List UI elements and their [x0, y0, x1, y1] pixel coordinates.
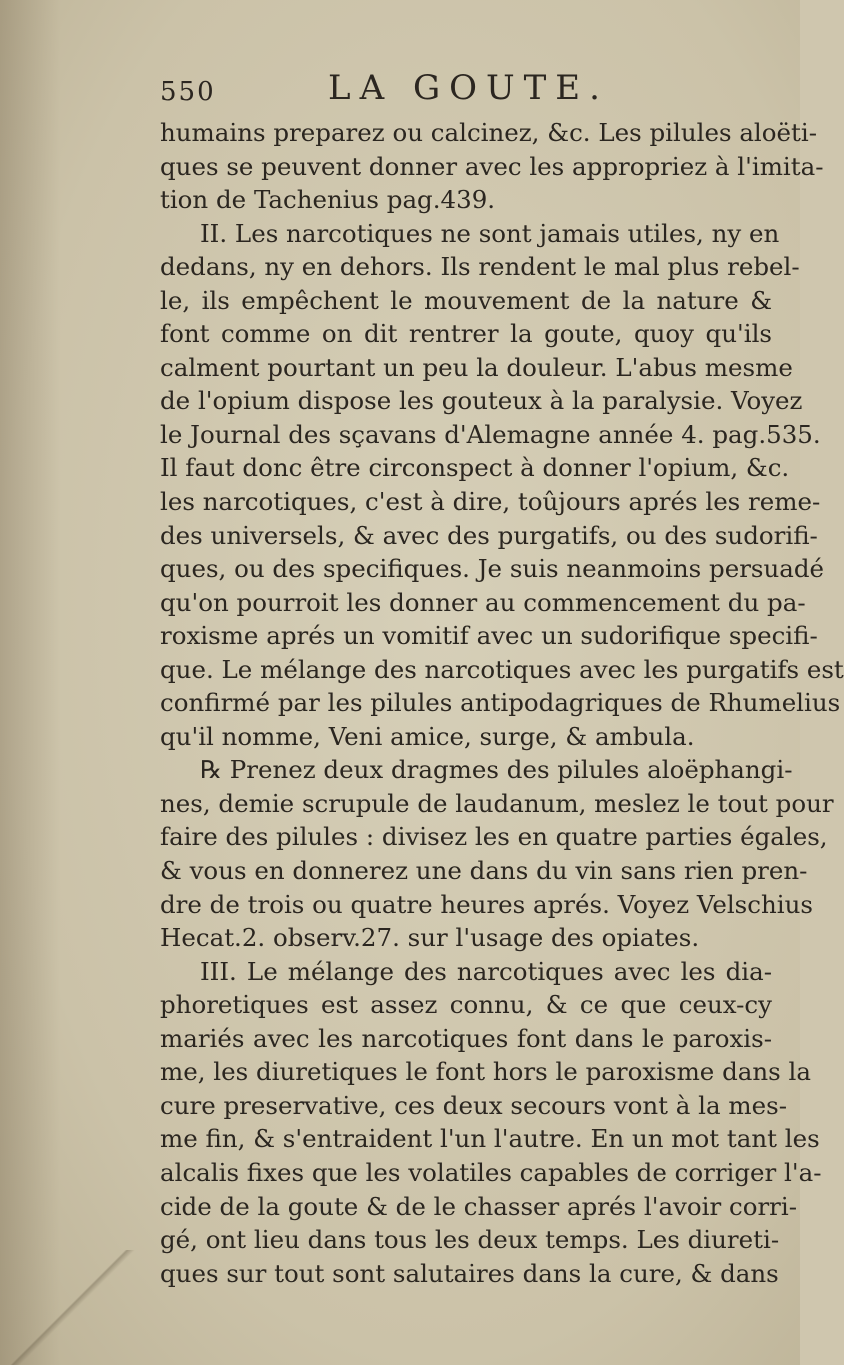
- page-corner-fold: [0, 1250, 140, 1365]
- running-title: LA GOUTE.: [328, 68, 609, 108]
- text-line: ques, ou des specifiques. Je suis neanmoins persuadé: [160, 554, 825, 584]
- text-line: me, les diuretiques le font hors le paroxisme dans la: [160, 1057, 811, 1087]
- page-header: [160, 68, 772, 116]
- text-line: tion de Tachenius pag.439.: [160, 185, 496, 215]
- text-line: nes, demie scrupule de laudanum, meslez le tout pour: [160, 788, 834, 818]
- text-line: III. Le mélange des narcotiques avec les dia-: [200, 956, 772, 986]
- text-line: phoretiques est assez connu, & ce que ceux-cy: [160, 990, 772, 1020]
- text-line: gé, ont lieu dans tous les deux temps. Les diureti-: [160, 1225, 780, 1255]
- text-line: me fin, & s'entraident l'un l'autre. En un mot tant les: [160, 1124, 820, 1154]
- text-line: les narcotiques, c'est à dire, toûjours aprés les reme-: [160, 487, 821, 517]
- text-line: qu'on pourroit les donner au commencement du pa-: [160, 587, 806, 617]
- text-line: Hecat.2. observ.27. sur l'usage des opiates.: [160, 923, 700, 953]
- body-text: [160, 116, 844, 1290]
- text-line: le, ils empêchent le mouvement de la nature &: [160, 285, 772, 315]
- text-line: cide de la goute & de le chasser aprés l'avoir corri-: [160, 1191, 797, 1221]
- text-line: ques se peuvent donner avec les appropriez à l'imita-: [160, 151, 824, 181]
- text-line: dre de trois ou quatre heures aprés. Voyez Velschius: [160, 889, 813, 919]
- text-line: II. Les narcotiques ne sont jamais utiles, ny en: [200, 218, 780, 248]
- text-line: font comme on dit rentrer la goute, quoy qu'ils: [160, 319, 772, 349]
- text-line: ques sur tout sont salutaires dans la cure, & dans: [160, 1258, 779, 1288]
- text-line: mariés avec les narcotiques font dans le paroxis-: [160, 1023, 772, 1053]
- text-line: humains preparez ou calcinez, &c. Les pilules aloëti-: [160, 118, 817, 147]
- text-line: cure preservative, ces deux secours vont à la mes-: [160, 1090, 787, 1120]
- text-line: alcalis fixes que les volatiles capables de corriger l'a-: [160, 1157, 822, 1187]
- page-gutter-shadow: [0, 0, 60, 1365]
- text-line: de l'opium dispose les gouteux à la paralysie. Voyez: [160, 386, 803, 416]
- text-line: roxisme aprés un vomitif avec un sudorifique specifi-: [160, 621, 818, 651]
- page-text-block: [160, 68, 844, 1290]
- text-line: qu'il nomme, Veni amice, surge, & ambula.: [160, 721, 695, 751]
- text-line: ℞ Prenez deux dragmes des pilules aloëphangi-: [200, 755, 793, 785]
- text-line: faire des pilules : divisez les en quatre parties égales,: [160, 822, 828, 852]
- text-line: que. Le mélange des narcotiques avec les purgatifs est: [160, 654, 844, 684]
- text-line: confirmé par les pilules antipodagriques de Rhumelius: [160, 688, 841, 718]
- text-line: le Journal des sçavans d'Alemagne année 4. pag.535.: [160, 419, 821, 449]
- page-number: 550: [160, 77, 216, 107]
- text-line: calment pourtant un peu la douleur. L'abus mesme: [160, 352, 793, 382]
- text-line: des universels, & avec des purgatifs, ou des sudorifi-: [160, 520, 818, 550]
- text-line: & vous en donnerez une dans du vin sans rien pren-: [160, 856, 808, 886]
- text-line: Il faut donc être circonspect à donner l'opium, &c.: [160, 453, 790, 483]
- text-line: dedans, ny en dehors. Ils rendent le mal plus rebel-: [160, 252, 800, 282]
